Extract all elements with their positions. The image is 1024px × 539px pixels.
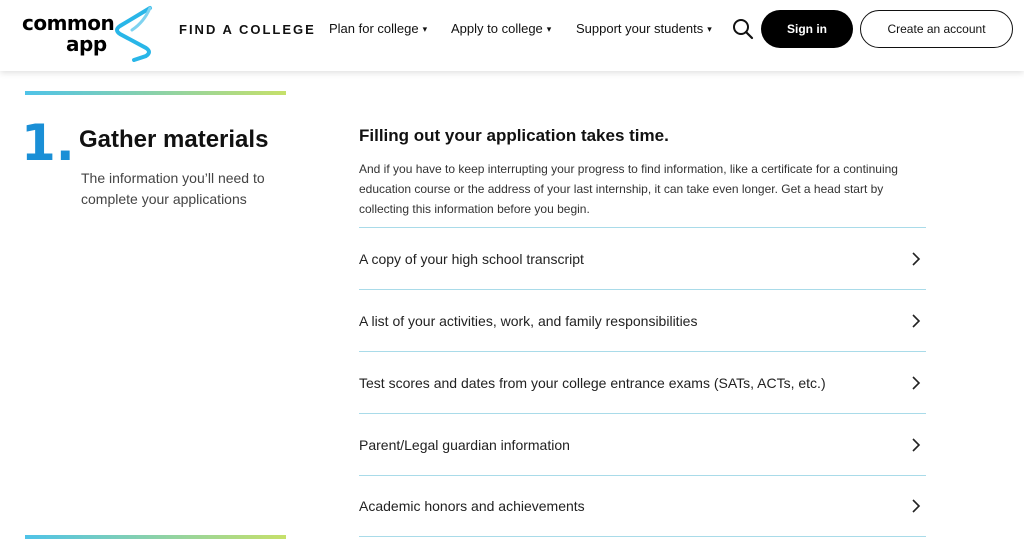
section-heading: Filling out your application takes time. bbox=[359, 126, 669, 145]
logo-text-line2: app bbox=[66, 32, 107, 56]
common-app-logo[interactable] bbox=[22, 8, 157, 58]
site-header bbox=[0, 0, 1024, 71]
list-item-parent-info[interactable] bbox=[359, 413, 926, 475]
chevron-right-icon bbox=[910, 314, 922, 328]
sign-in-button[interactable]: Sign in bbox=[761, 10, 853, 48]
logo-mark-icon bbox=[110, 4, 156, 62]
list-item-label: Parent/Legal guardian information bbox=[359, 436, 570, 453]
step-subtitle: The information you’ll need to complete your applications bbox=[81, 170, 265, 207]
list-item-label: A copy of your high school transcript bbox=[359, 250, 584, 267]
create-account-button[interactable]: Create an account bbox=[860, 10, 1013, 48]
list-item-label: A list of your activities, work, and family responsibilities bbox=[359, 312, 698, 329]
list-item-label: Test scores and dates from your college entrance exams (SATs, ACTs, etc.) bbox=[359, 374, 826, 391]
find-a-college-link[interactable]: FIND A COLLEGE bbox=[179, 22, 316, 37]
nav-plan-for-college[interactable] bbox=[329, 21, 427, 36]
list-item-test-scores[interactable] bbox=[359, 351, 926, 413]
logo-text-line1: common bbox=[22, 11, 115, 35]
chevron-right-icon bbox=[910, 438, 922, 452]
nav-label: Support your students bbox=[576, 21, 704, 36]
chevron-right-icon bbox=[910, 376, 922, 390]
caret-down-icon: ▾ bbox=[546, 24, 552, 34]
list-item-transcript[interactable] bbox=[359, 227, 926, 289]
materials-list bbox=[359, 227, 926, 537]
list-item-label: Academic honors and achievements bbox=[359, 498, 585, 514]
accent-divider-bottom bbox=[25, 535, 286, 539]
chevron-right-icon bbox=[910, 252, 922, 266]
chevron-right-icon bbox=[910, 499, 922, 513]
nav-support-your-students[interactable] bbox=[576, 21, 712, 36]
search-icon[interactable] bbox=[732, 18, 754, 40]
accent-divider-top bbox=[25, 91, 286, 95]
caret-down-icon: ▾ bbox=[707, 24, 712, 34]
nav-label: Apply to college bbox=[451, 21, 543, 36]
list-item-activities[interactable] bbox=[359, 289, 926, 351]
nav-apply-to-college[interactable] bbox=[451, 21, 551, 36]
nav-label: Plan for college bbox=[329, 21, 419, 36]
step-number: 1. bbox=[21, 114, 75, 172]
caret-down-icon: ▾ bbox=[422, 24, 428, 34]
section-intro: And if you have to keep interrupting your progress to find information, like a certificate for a continuing education course or the address of your last internship, it can take even longer. Get a head start by collecting this information before you begin. bbox=[359, 162, 898, 216]
list-item-honors[interactable] bbox=[359, 475, 926, 537]
step-title: Gather materials bbox=[79, 126, 269, 153]
